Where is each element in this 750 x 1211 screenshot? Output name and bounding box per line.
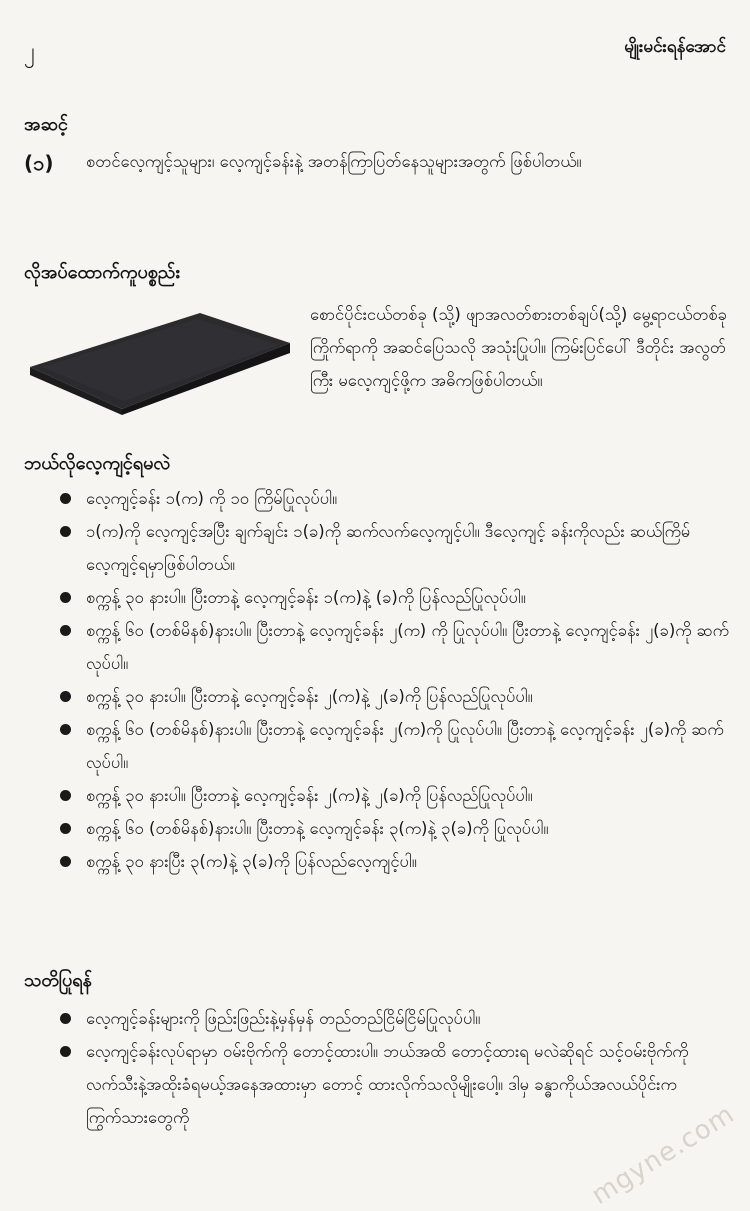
- caution-item: လေ့ကျင့်ခန်းလုပ်ရာမှာ ဝမ်းဗိုက်ကို တောင့်ထားပါ။ ဘယ်အထိ တောင့်ထားရ မလဲဆိုရင် သင့်ဝမ်းဗိုက်ကို လက်သီးနဲ့အထိုးခံရမယ့်အနေအထားမှာ တောင့် ထားလိုက်သလိုမျိုးပေါ့။ ဒါမှ ခန္ဓာကိုယ်အလယ်ပိုင်းက ကြွက်သားတွေကို: [60, 1035, 730, 1134]
- caution-list: [60, 1002, 730, 1134]
- page-number: ၂: [24, 39, 35, 64]
- watermark: mgyne.com: [585, 1099, 740, 1211]
- section-title-caution: သတိပြုရန်: [24, 970, 92, 991]
- caution-item: လေ့ကျင့်ခန်းများကို ဖြည်းဖြည်းနဲ့မှန်မှန် တည်တည်ငြိမ်ငြိမ်ပြုလုပ်ပါ။: [60, 1002, 730, 1035]
- training-step: လေ့ကျင့်ခန်း ၁(က) ကို ၁၀ ကြိမ်ပြုလုပ်ပါ။: [60, 482, 730, 515]
- exercise-mat-image: [22, 305, 292, 415]
- training-step: စက္ကန့် ၃၀ နားပါ။ ပြီးတာနဲ့ လေ့ကျင့်ခန်း ၂(က)နဲ့ ၂(ခ)ကို ပြန်လည်ပြုလုပ်ပါ။: [60, 779, 730, 812]
- level-description: စတင်လေ့ကျင့်သူများ၊ လေ့ကျင့်ခန်းနဲ့ အတန်ကြာပြတ်နေသူများအတွက် ဖြစ်ပါတယ်။: [86, 152, 582, 171]
- training-steps-list: [60, 482, 730, 878]
- training-step: စက္ကန့် ၃၀ နားပါ။ ပြီးတာနဲ့ လေ့ကျင့်ခန်း ၁(က)နဲ့ (ခ)ကို ပြန်လည်ပြုလုပ်ပါ။: [60, 581, 730, 614]
- training-step: စက္ကန့် ၃၀ နားပါ။ ပြီးတာနဲ့ လေ့ကျင့်ခန်း ၂(က)နဲ့ ၂(ခ)ကို ပြန်လည်ပြုလုပ်ပါ။: [60, 680, 730, 713]
- training-step: စက္ကန့် ၆၀ (တစ်မိနစ်)နားပါ။ ပြီးတာနဲ့ လေ့ကျင့်ခန်း ၂(က) ကို ပြုလုပ်ပါ။ ပြီးတာနဲ့ လေ့ကျင့်ခန်း ၂(ခ)ကို ဆက်လုပ်ပါ။: [60, 614, 730, 680]
- section-title-equipment: လိုအပ်ထောက်ကူပစ္စည်း: [24, 262, 180, 283]
- section-title-level: အဆင့်: [24, 114, 68, 135]
- training-step: စက္ကန့် ၆၀ (တစ်မိနစ်)နားပါ။ ပြီးတာနဲ့ လေ့ကျင့်ခန်း ၃(က)နဲ့ ၃(ခ)ကို ပြုလုပ်ပါ။: [60, 812, 730, 845]
- running-header-title: မျိုးမင်းရန်အောင်: [624, 37, 726, 57]
- equipment-description: စောင်ပိုင်းငယ်တစ်ခု (သို့) ဖျာအလတ်စားတစ်ချပ်(သို့) မွေ့ရာငယ်တစ်ခု ကြိုက်ရာကို အဆင်ပြေသလို အသုံးပြုပါ။ ကြမ်းပြင်ပေါ် ဒီတိုင်း အလွတ်ကြီး မလေ့ကျင့်ဖို့က အဓိကဖြစ်ပါတယ်။: [310, 305, 727, 390]
- level-marker: (၁): [24, 151, 54, 175]
- training-step: စက္ကန့် ၃၀ နားပြီး ၃(က)နဲ့ ၃(ခ)ကို ပြန်လည်လေ့ကျင့်ပါ။: [60, 845, 730, 878]
- training-step: စက္ကန့် ၆၀ (တစ်မိနစ်)နားပါ။ ပြီးတာနဲ့ လေ့ကျင့်ခန်း ၂(က)ကို ပြုလုပ်ပါ။ ပြီးတာနဲ့ လေ့ကျင့်ခန်း ၂(ခ)ကို ဆက်လုပ်ပါ။: [60, 713, 730, 779]
- training-step: ၁(က)ကို လေ့ကျင့်အပြီး ချက်ချင်း ၁(ခ)ကို ဆက်လက်လေ့ကျင့်ပါ။ ဒီလေ့ကျင့် ခန်းကိုလည်း ဆယ်ကြိမ် လေ့ကျင့်ရမှာဖြစ်ပါတယ်။: [60, 515, 730, 581]
- section-title-how-to-train: ဘယ်လိုလေ့ကျင့်ရမလဲ: [24, 453, 171, 474]
